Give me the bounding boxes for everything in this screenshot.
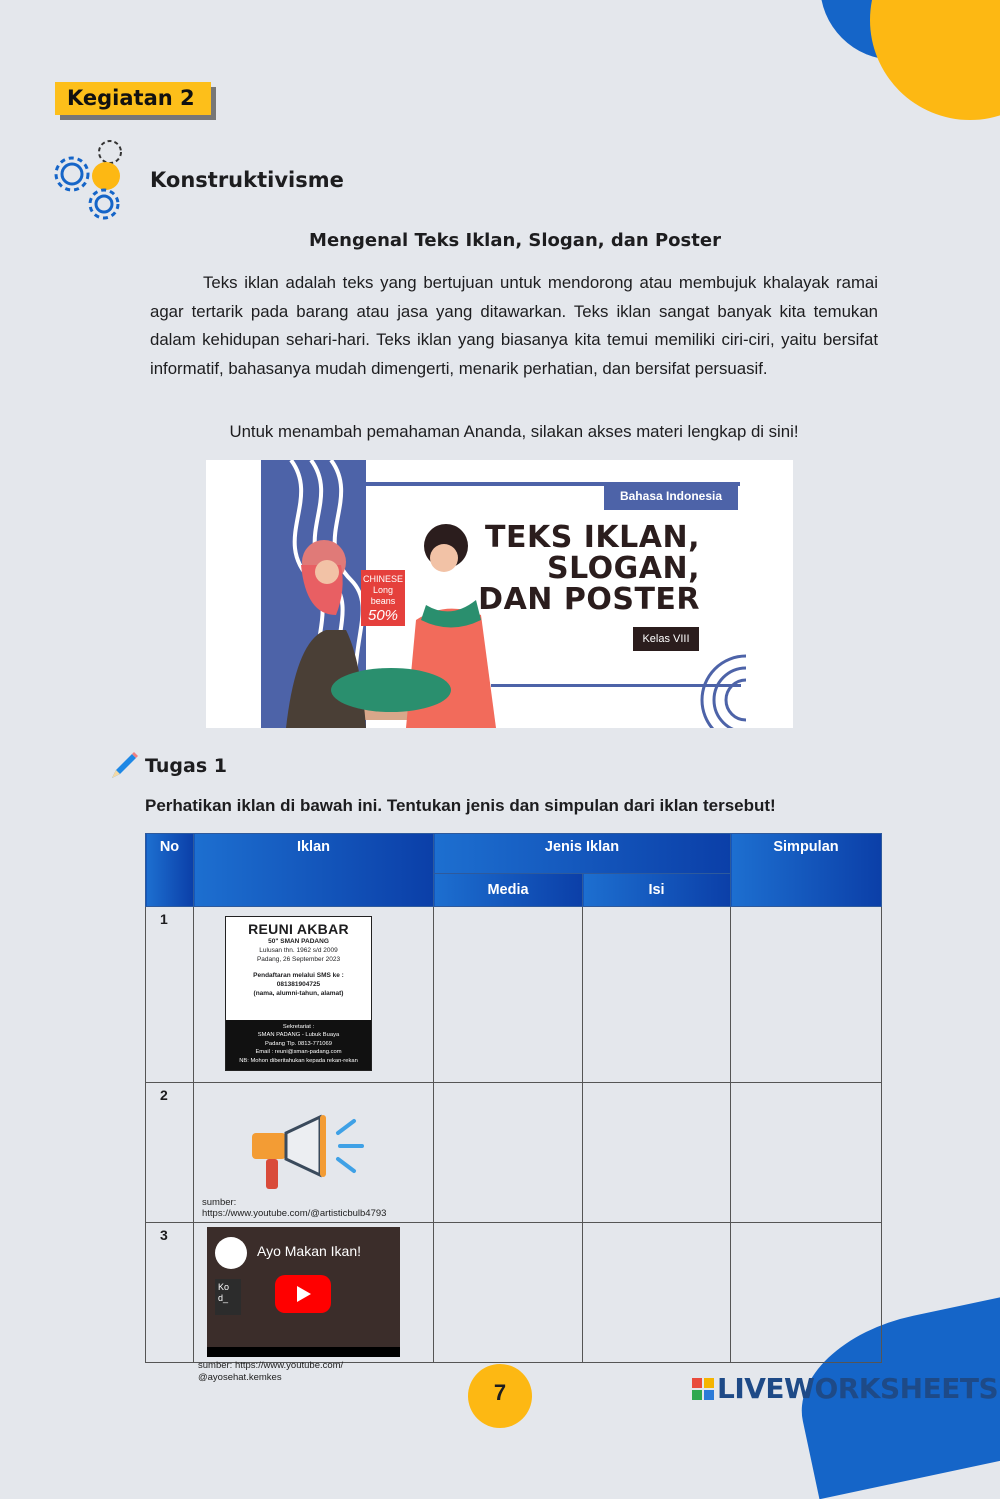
sign-discount: 50%	[367, 607, 399, 624]
video-thumbnail[interactable]	[207, 1227, 400, 1357]
intro-paragraph: Teks iklan adalah teks yang bertujuan untuk mendorong atau membujuk khalayak ramai agar tertarik pada barang atau jasa yang ditawarkan. Teks iklan sangat banyak kita temukan dalam kehidupan sehari-hari. Teks iklan yang biasanya kita temui memiliki ciri-ciri, yaitu bersifat informatif, bahasanya mudah dimengerti, menarik perhatian, dan bersifat persuasif.	[150, 273, 878, 378]
task-title: Tugas 1	[145, 755, 227, 777]
corner-decoration-yellow	[870, 0, 1000, 120]
answer-media-3[interactable]	[434, 1223, 583, 1363]
page-number: 7	[468, 1364, 532, 1428]
kegiatan-label: Kegiatan 2	[55, 82, 211, 115]
col-header-no: No	[146, 834, 194, 907]
brand-text: LIVEWORKSHEETS	[717, 1372, 999, 1405]
poster-title: REUNI AKBAR	[248, 921, 349, 937]
ad-cell	[194, 1223, 434, 1363]
answer-media-2[interactable]	[434, 1083, 583, 1223]
poster-line: Padang, 26 September 2023	[256, 956, 341, 963]
ad-cell	[194, 1083, 434, 1223]
pencil-icon	[108, 750, 140, 782]
poster-line: NB: Mohon diberitahukan kepada rekan-rekan	[239, 1057, 358, 1064]
answer-media-1[interactable]	[434, 907, 583, 1083]
col-header-media: Media	[434, 874, 583, 907]
poster-line: Padang Tlp. 0813-771069	[265, 1040, 332, 1047]
answer-simpulan-2[interactable]	[731, 1083, 882, 1223]
task-table	[145, 833, 882, 1363]
row-number: 2	[146, 1083, 194, 1223]
answer-isi-2[interactable]	[583, 1083, 731, 1223]
banner-title-line2: SLOGAN,	[546, 551, 700, 586]
col-header-simpulan: Simpulan	[731, 834, 882, 907]
table-row	[146, 907, 882, 1083]
play-button-icon[interactable]	[275, 1275, 331, 1313]
material-banner-link[interactable]	[206, 460, 793, 728]
answer-simpulan-3[interactable]	[731, 1223, 882, 1363]
col-header-iklan: Iklan	[194, 834, 434, 907]
poster-footer	[226, 1020, 371, 1070]
gears-icon	[52, 138, 132, 228]
liveworksheets-icon	[692, 1378, 714, 1400]
reunion-poster-image	[225, 916, 372, 1071]
row-number: 1	[146, 907, 194, 1083]
source-line: sumber: https://www.youtube.com/	[198, 1360, 344, 1371]
channel-logo-icon	[215, 1237, 247, 1269]
col-header-jenis: Jenis Iklan	[434, 834, 731, 874]
class-label: Kelas VIII	[633, 627, 699, 651]
poster-line: Email : reuni@sman-padang.com	[255, 1049, 342, 1056]
poster-line: (nama, alumni-tahun, alamat)	[253, 990, 344, 997]
subtitle: Mengenal Teks Iklan, Slogan, dan Poster	[309, 230, 721, 251]
subject-label: Bahasa Indonesia	[604, 482, 738, 510]
megaphone-audio-icon	[250, 1113, 370, 1195]
source-url: https://www.youtube.com/@artisticbulb4793	[202, 1208, 387, 1219]
video-source	[198, 1360, 343, 1384]
task-instruction: Perhatikan iklan di bawah ini. Tentukan jenis dan simpulan dari iklan tersebut!	[145, 796, 776, 815]
poster-line: 50" SMAN PADANG	[268, 938, 329, 945]
row-number: 3	[146, 1223, 194, 1363]
market-illustration	[266, 520, 526, 728]
poster-line: Sekretariat :	[282, 1024, 315, 1030]
source-line: @ayosehat.kemkes	[198, 1372, 282, 1383]
video-title: Ayo Makan Ikan!	[257, 1243, 362, 1259]
table-row	[146, 1223, 882, 1363]
video-side-card: Ko d_	[215, 1279, 241, 1315]
sign-line2: Long beans	[370, 585, 396, 606]
answer-simpulan-1[interactable]	[731, 907, 882, 1083]
poster-line: Pendaftaran melalui SMS ke :	[253, 972, 344, 979]
video-bottom-band	[207, 1347, 400, 1357]
banner-title-line3: DAN POSTER	[478, 582, 700, 617]
answer-isi-3[interactable]	[583, 1223, 731, 1363]
poster-line: SMAN PADANG - Lubuk Buaya	[257, 1032, 340, 1039]
poster-line: 081381904725	[276, 981, 321, 988]
ad-cell	[194, 907, 434, 1083]
sign-line1: CHINESE	[362, 574, 403, 584]
section-title: Konstruktivisme	[150, 168, 344, 192]
answer-isi-1[interactable]	[583, 907, 731, 1083]
table-row	[146, 1083, 882, 1223]
col-header-isi: Isi	[583, 874, 731, 907]
access-note: Untuk menambah pemahaman Ananda, silakan akses materi lengkap di sini!	[229, 422, 799, 441]
banner-title-line1: TEKS IKLAN,	[484, 520, 700, 555]
liveworksheets-logo	[692, 1372, 998, 1405]
banner-bottom-line	[491, 684, 741, 687]
source-label: sumber:	[202, 1197, 237, 1208]
poster-line: Lulusan thn. 1962 s/d 2009	[259, 947, 338, 954]
